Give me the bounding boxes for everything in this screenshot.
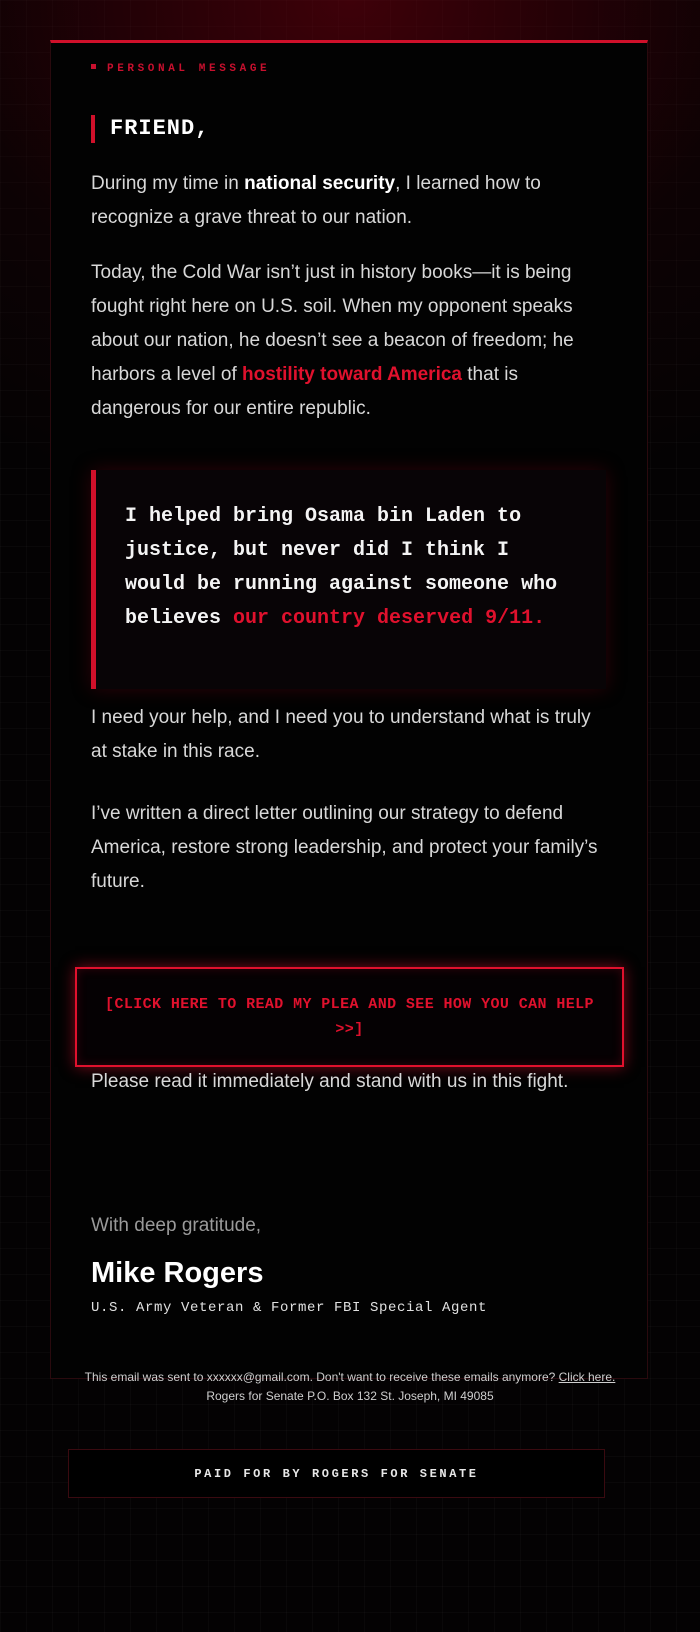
signature-name: Mike Rogers	[91, 1257, 264, 1289]
tag-label: PERSONAL MESSAGE	[107, 63, 271, 75]
quote-highlight: our country deserved 9/11.	[233, 607, 546, 630]
paragraph-4: I’ve written a direct letter outlining our strategy to defend America, restore strong leadership, and protect your family’s future.	[91, 803, 598, 892]
p1-bold: national security	[244, 173, 396, 194]
salutation: FRIEND,	[91, 115, 209, 143]
email-card	[50, 40, 648, 1379]
paragraph-1	[91, 167, 611, 235]
paragraph-3: I need your help, and I need you to understand what is truly at stake in this race.	[91, 707, 591, 762]
p2-text-end: that is dangerous for our entire republic.	[91, 364, 518, 419]
p1-text-end: , I learned how to recognize a grave threat to our nation.	[91, 173, 541, 228]
footer-sent-text: This email was sent to xxxxxx@gmail.com. Don't want to receive these emails anymore?	[84, 1370, 559, 1384]
email-footer	[70, 1368, 630, 1406]
personal-message-tag	[91, 63, 270, 75]
pull-quote-text	[125, 500, 575, 636]
paragraph-5: Please read it immediately and stand with us in this fight.	[91, 1071, 569, 1092]
paid-for-disclaimer: PAID FOR BY ROGERS FOR SENATE	[68, 1449, 605, 1498]
paragraph-2	[91, 256, 611, 426]
p2-text-start: Today, the Cold War isn’t just in history books—it is being fought right here on U.S. soil. When my opponent speaks about our nation, he doesn’t see a beacon of freedom; he harbors a level of	[91, 262, 574, 385]
cta-label[interactable]: [CLICK HERE TO READ MY PLEA AND SEE HOW YOU CAN HELP >>]	[105, 996, 594, 1038]
pull-quote	[91, 470, 606, 689]
p2-highlight: hostility toward America	[242, 364, 462, 385]
unsubscribe-link[interactable]: Click here.	[558, 1370, 616, 1384]
footer-address: Rogers for Senate P.O. Box 132 St. Joseph, MI 49085	[206, 1389, 494, 1403]
signature-title: U.S. Army Veteran & Former FBI Special Agent	[91, 1300, 488, 1316]
closing: With deep gratitude,	[91, 1215, 262, 1236]
quote-main: I helped bring Osama bin Laden to justice, but never did I think I would be running against someone who believes	[125, 505, 558, 630]
cta-button[interactable]	[75, 967, 624, 1067]
p1-text-start: During my time in	[91, 173, 245, 194]
tag-dot-icon	[91, 64, 96, 69]
